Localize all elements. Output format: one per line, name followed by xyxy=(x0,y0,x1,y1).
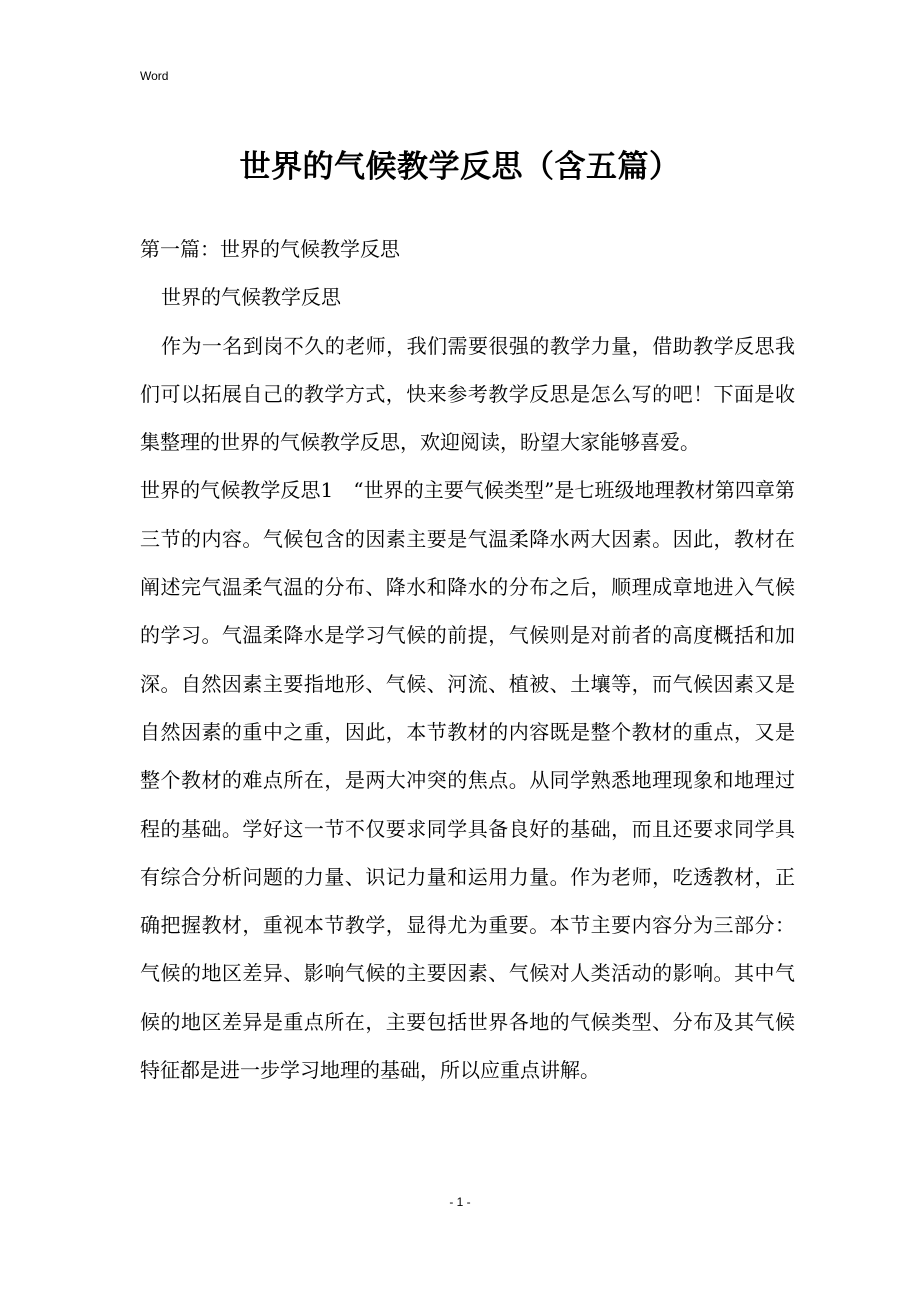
document-body xyxy=(140,225,795,1094)
section-heading: 第一篇：世界的气候教学反思 xyxy=(140,237,400,261)
page-number: - 1 - xyxy=(449,1195,471,1209)
subheading: 世界的气候教学反思 xyxy=(161,285,341,310)
intro-paragraph: 作为一名到岗不久的老师，我们需要很强的教学力量，借助教学反思我们可以拓展自己的教学方式，快来参考教学反思是怎么写的吧！下面是收集整理的世界的气候教学反思，欢迎阅读，盼望大家能够喜爱。 xyxy=(140,333,795,455)
header-label: Word xyxy=(140,69,169,83)
document-title: 世界的气候教学反思（含五篇） xyxy=(239,149,681,185)
body-paragraph: 世界的气候教学反思1 “世界的主要气候类型”是七班级地理教材第四章第三节的内容。气候包含的因素主要是气温柔降水两大因素。因此，教材在阐述完气温柔气温的分布、降水和降水的分布之后，顺理成章地进入气候的学习。气温柔降水是学习气候的前提，气候则是对前者的高度概括和加深。自然因素主要指地形、气候、河流、植被、土壤等，而气候因素又是自然因素的重中之重，因此，本节教材的内容既是整个教材的重点，又是整个教材的难点所在，是两大冲突的焦点。从同学熟悉地理现象和地理过程的基础。学好这一节不仅要求同学具备良好的基础，而且还要求同学具有综合分析问题的力量、识记力量和运用力量。作为老师，吃透教材，正确把握教材，重视本节教学，显得尤为重要。本节主要内容分为三部分：气候的地区差异、影响气候的主要因素、气候对人类活动的影响。其中气候的地区差异是重点所在，主要包括世界各地的气候类型、分布及其气候特征都是进一步学习地理的基础，所以应重点讲解。 xyxy=(140,478,795,1083)
